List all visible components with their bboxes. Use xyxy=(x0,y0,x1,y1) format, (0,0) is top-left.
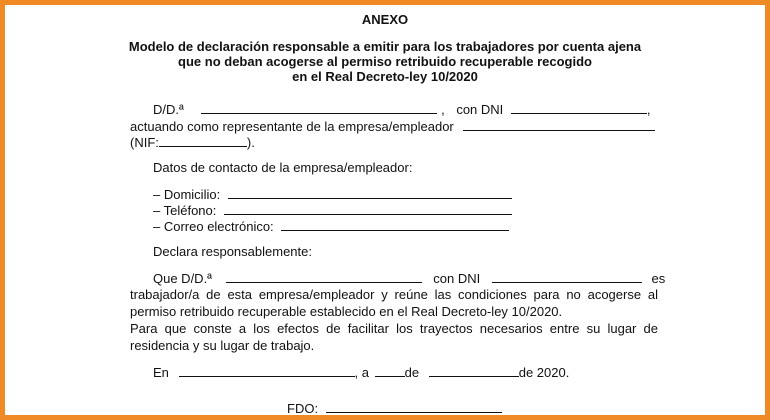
que-line xyxy=(153,270,665,287)
dd-label: D/D.ª xyxy=(153,102,184,117)
month-field[interactable] xyxy=(429,364,519,377)
de-label: de xyxy=(404,365,420,380)
domicilio-label: – Domicilio: xyxy=(153,187,221,202)
paragraph-conditions: trabajador/a de esta empresa/empleador y reúne las condiciones para no acogerse al permiso retribuido recuperable establecido en el Real Decreto-ley 10/2020. xyxy=(130,287,658,319)
es-label: es xyxy=(651,271,666,286)
annex-title: ANEXO xyxy=(361,12,409,27)
name-field[interactable] xyxy=(201,101,437,114)
nif-line xyxy=(130,134,255,151)
name-line xyxy=(153,101,651,118)
dni-field[interactable] xyxy=(511,101,647,114)
year-label: de 2020. xyxy=(518,365,570,380)
signature-field[interactable] xyxy=(326,400,502,413)
place-field[interactable] xyxy=(179,364,355,377)
fdo-label: FDO: xyxy=(287,401,319,415)
comma: , xyxy=(646,102,651,117)
contact-telefono xyxy=(153,202,512,219)
contact-domicilio xyxy=(153,186,512,203)
document-frame xyxy=(5,5,765,415)
dni-label: con DNI xyxy=(456,102,504,117)
declares-heading: Declara responsablemente: xyxy=(153,244,312,259)
subtitle-line-1: Modelo de declaración responsable a emitir para los trabajadores por cuenta ajena xyxy=(128,39,642,54)
signature-line xyxy=(287,400,502,415)
contact-correo xyxy=(153,218,509,235)
day-field[interactable] xyxy=(375,364,405,377)
declaration-document xyxy=(5,5,765,415)
nif-close: ). xyxy=(246,135,255,150)
subtitle-line-3: en el Real Decreto-ley 10/2020 xyxy=(292,69,478,84)
acting-text: actuando como representante de la empresa/empleador xyxy=(130,119,454,134)
paragraph-purpose: Para que conste a los efectos de facilitar los trayectos necesarios entre su lugar de residencia y su lugar de trabajo. xyxy=(130,321,658,353)
place-date-line xyxy=(153,364,569,381)
telefono-field[interactable] xyxy=(224,202,512,215)
nif-label: (NIF: xyxy=(130,135,159,150)
que-dni-label: con DNI xyxy=(433,271,481,286)
nif-field[interactable] xyxy=(159,134,247,147)
correo-field[interactable] xyxy=(281,218,509,231)
contact-header: Datos de contacto de la empresa/empleador: xyxy=(153,160,413,175)
document-subtitle xyxy=(5,39,765,84)
worker-dni-field[interactable] xyxy=(492,270,642,283)
que-label: Que D/D.ª xyxy=(153,271,212,286)
company-field[interactable] xyxy=(463,118,655,131)
domicilio-field[interactable] xyxy=(228,186,512,199)
en-label: En xyxy=(153,365,169,380)
acting-line xyxy=(130,118,655,135)
a-label: , a xyxy=(354,365,369,380)
comma: , xyxy=(441,102,445,117)
worker-name-field[interactable] xyxy=(226,270,422,283)
subtitle-line-2: que no deban acogerse al permiso retribuido recuperable recogido xyxy=(178,54,592,69)
telefono-label: – Teléfono: xyxy=(153,203,217,218)
correo-label: – Correo electrónico: xyxy=(153,219,274,234)
